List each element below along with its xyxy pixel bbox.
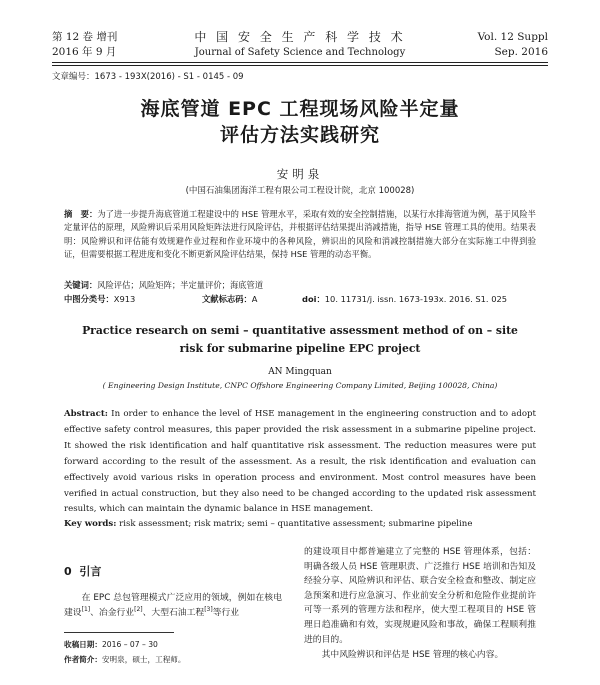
article-number: 文章编号：1673 - 193X(2016) - S1 - 0145 - 09 — [52, 72, 244, 82]
journal-name-cn: 中 国 安 全 生 产 科 学 技 术 — [194, 30, 406, 44]
date-cn: 2016 年 9 月 — [52, 46, 117, 58]
doi — [302, 293, 507, 305]
abstract-en-label: Abstract: — [64, 409, 108, 419]
doi-value: 10. 11731/j. issn. 1673-193x. 2016. S1. 025 — [324, 294, 508, 304]
doc-code-label: 文献标志码： — [202, 294, 252, 304]
abstract-en — [64, 407, 536, 518]
title-en — [0, 322, 600, 358]
doi-label: doi： — [302, 294, 325, 304]
footnote-received — [64, 639, 158, 650]
clc-value: X913 — [113, 294, 136, 304]
footnote-author — [64, 654, 186, 665]
keywords-en-label: Key words: — [64, 519, 117, 529]
body-right-column — [304, 545, 536, 663]
keywords-en-text: risk assessment; risk matrix; semi – quantitative assessment; submarine pipeline — [116, 519, 473, 529]
section-heading — [64, 563, 101, 579]
abstract-cn-label: 摘 要： — [64, 209, 98, 219]
title-cn-line1: 海底管道 EPC 工程现场风险半定量 — [140, 98, 460, 120]
keywords-cn-label: 关键词： — [64, 280, 98, 290]
section-number: 0 — [64, 565, 72, 578]
title-en-line1: Practice research on semi – quantitative assessment method of on – site — [82, 324, 518, 337]
keywords-en — [64, 519, 536, 529]
keywords-cn-text: 风险评估；风险矩阵；半定量评价；海底管道 — [97, 280, 264, 290]
received-label: 收稿日期： — [64, 640, 102, 649]
header-divider — [52, 62, 548, 66]
volume-cn: 第 12 卷 增刊 — [52, 31, 118, 43]
body-paragraph: 其中风险辨识和评估是 HSE 管理的核心内容。 — [321, 650, 504, 661]
date-en: Sep. 2016 — [494, 46, 548, 58]
volume-en: Vol. 12 Suppl — [477, 31, 548, 43]
body-paragraph: 的建设项目中都普遍建立了完整的 HSE 管理体系，包括：明确各级人员 HSE 管理职责、广泛推行 HSE 培训和告知及经验分享、风险辨识和评估、联合安全检查和整改、制定应急预案和进行应急演习、作业前安全分析和危险作业提前许可等一系列的管理方法和程序，使大型工程项目的 HSE 管理日趋准确和有效，实现规避风险和事故，确保工程顺利推进的目的。 — [304, 547, 536, 645]
header-right — [478, 30, 548, 60]
clc-label: 中图分类号： — [64, 294, 114, 304]
author-cn: 安明泉 — [276, 167, 324, 181]
affiliation-en: ( Engineering Design Institute, CNPC Offshore Engineering Company Limited, Beijing 100028, China) — [102, 381, 498, 390]
author-en: AN Mingquan — [268, 367, 332, 377]
affiliation-cn: (中国石油集团海洋工程有限公司工程设计院，北京 100028) — [185, 186, 415, 196]
classification-row — [64, 293, 536, 305]
section-title: 引言 — [79, 565, 102, 578]
citation-ref[interactable]: [3] — [204, 605, 213, 613]
title-en-line2: risk for submarine pipeline EPC project — [179, 342, 421, 355]
citation-ref[interactable]: [1] — [81, 605, 91, 613]
body-left-column — [64, 591, 282, 620]
clc-code — [64, 293, 202, 305]
doc-code — [202, 293, 302, 305]
abstract-cn — [64, 208, 536, 262]
received-date: 2016 – 07 – 30 — [101, 640, 158, 649]
body-text: 、大型石油工程 — [142, 607, 205, 618]
body-text: 等行业 — [212, 607, 240, 618]
keywords-cn — [64, 279, 536, 291]
title-cn — [0, 96, 600, 148]
header-center — [52, 30, 548, 60]
abstract-en-text: In order to enhance the level of HSE management in the engineering construction and to adopt effective safety control measures, this paper provided the risk assessment in a submarine pipeline project. It showed the risk identification and half quantitative risk assessment. The reduction measures were put forward according to the result of the assessment. As a result, the risk identification and evaluation can effectively avoid various risks in operation process and environment. Most control measures have been verified in actual construction, but they also need to be changed according to the updated risk assessment results, which can maintain the dynamic balance in HSE management. — [64, 409, 536, 515]
author-bio-label: 作者简介： — [64, 655, 102, 664]
journal-name-en: Journal of Safety Science and Technology — [194, 47, 406, 58]
body-text: 在 EPC 总包管理模式广泛应用的领域，例如在核电建设 — [64, 593, 282, 618]
citation-ref[interactable]: [2] — [134, 605, 143, 613]
author-bio: 安明泉，硕士，工程师。 — [101, 655, 186, 664]
abstract-cn-text: 为了进一步提升海底管道工程建设中的 HSE 管理水平，采取有效的安全控制措施，以某行水排海管道为例，基于风险半定量评估的原理，风险辨识后采用风险矩阵法进行风险评估，并根据评估结果提出消减措施，指导 HSE 管理工具的使用。结果表明：风险辨识和评估能有效规避作业过程和作业环境中的各种风险，辨识出的风险和消减控制措施大部分在实际施工中得到验证，但需要根据工程进度和变化不断更新风险评估结果，保持 HSE 管理的动态平衡。 — [64, 209, 536, 260]
doc-code-value: A — [251, 294, 258, 304]
footnote-divider — [64, 632, 174, 633]
body-text: 、冶金行业 — [90, 607, 135, 618]
title-cn-line2: 评估方法实践研究 — [219, 124, 380, 146]
